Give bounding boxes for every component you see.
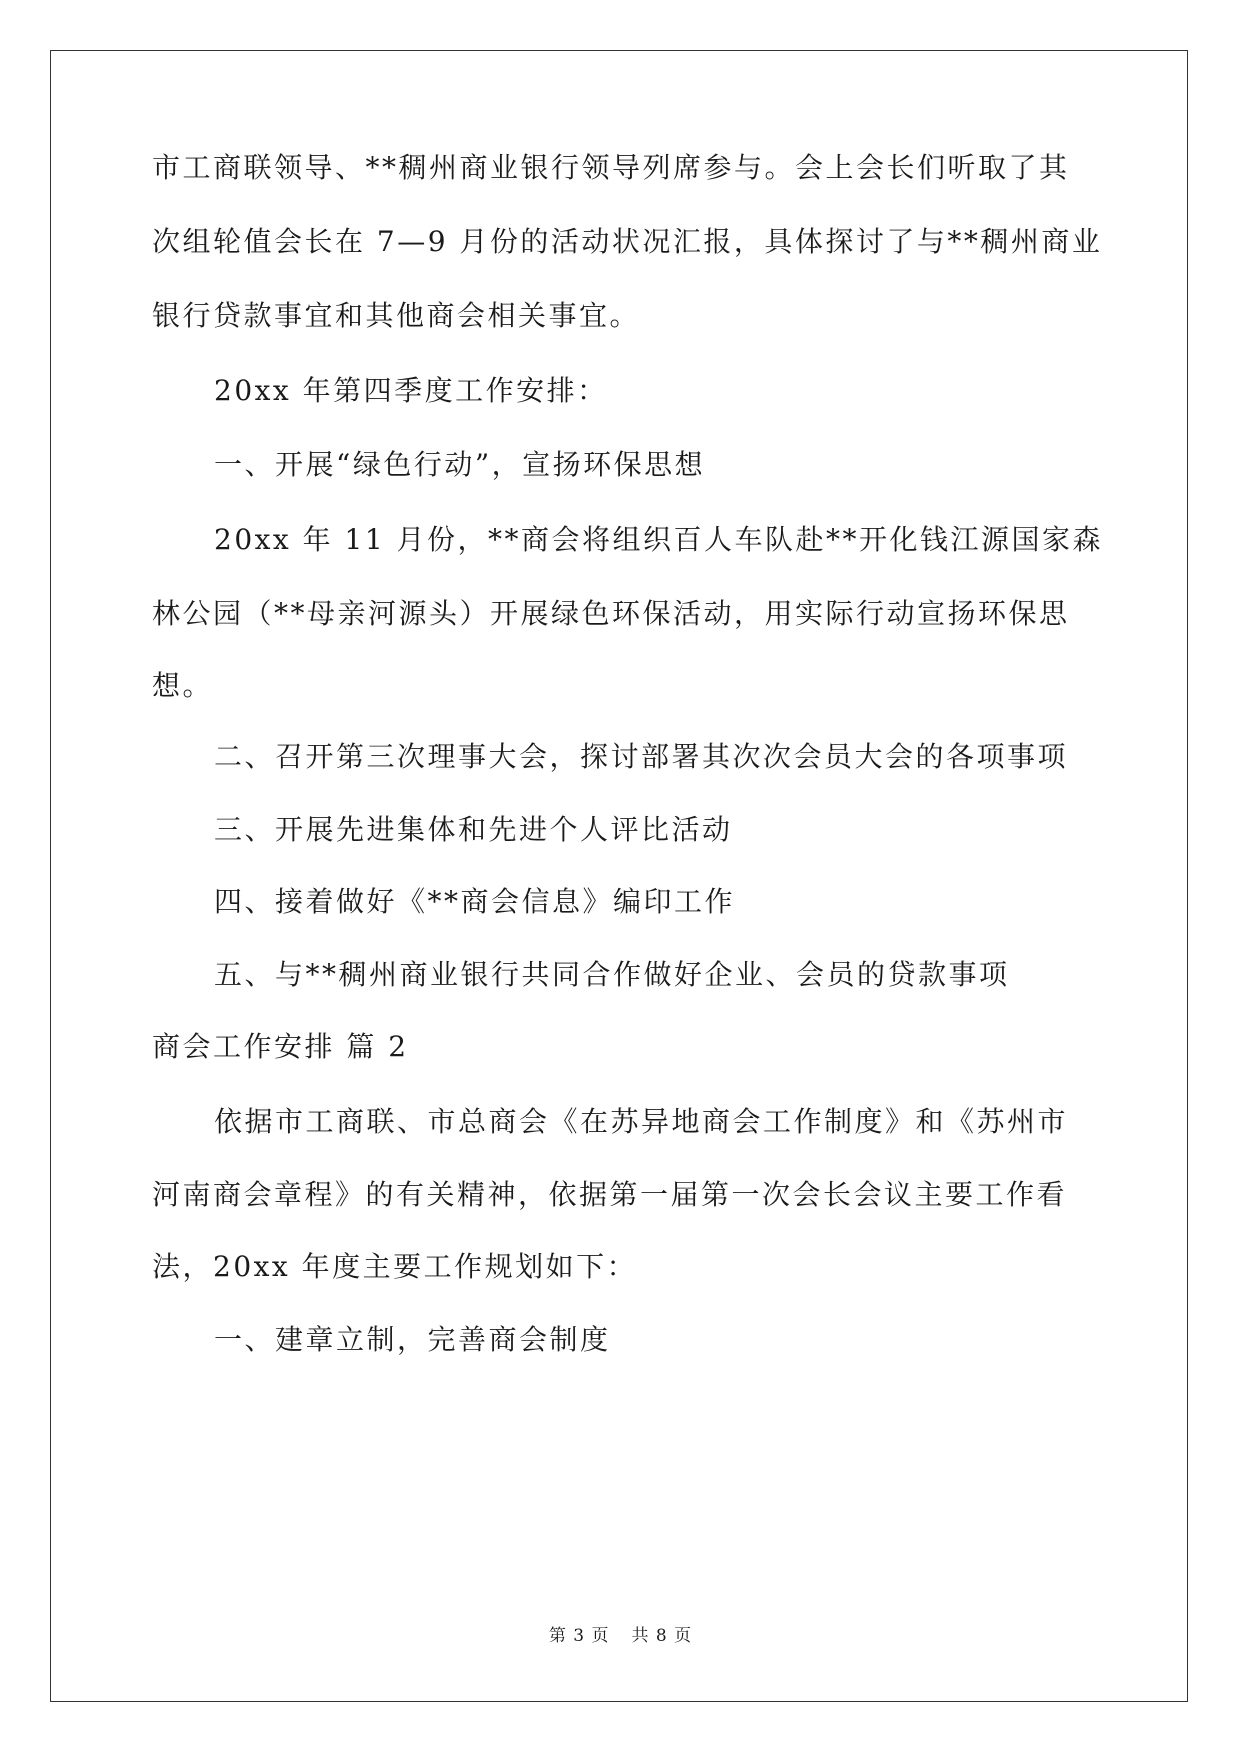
- list-item: 一、建章立制，完善商会制度: [214, 1323, 611, 1356]
- list-item: 三、开展先进集体和先进个人评比活动: [214, 813, 733, 846]
- list-item: 五、与**稠州商业银行共同合作做好企业、会员的贷款事项: [214, 958, 1010, 991]
- section-heading: 20xx 年第四季度工作安排：: [214, 374, 608, 407]
- page-footer: [0, 1624, 1241, 1648]
- text-line: 法，20xx 年度主要工作规划如下：: [152, 1250, 638, 1283]
- page-total: 共 8 页: [631, 1626, 693, 1646]
- text-line: 林公园（**母亲河源头）开展绿色环保活动，用实际行动宣扬环保思: [152, 597, 1070, 630]
- text-line: 20xx 年 11 月份，**商会将组织百人车队赴**开化钱江源国家森: [214, 523, 1104, 556]
- list-item: 二、召开第三次理事大会，探讨部署其次次会员大会的各项事项: [214, 740, 1069, 773]
- text-line: 想。: [152, 669, 214, 702]
- text-line: 银行贷款事宜和其他商会相关事宜。: [152, 299, 641, 332]
- section-title: 商会工作安排 篇 2: [152, 1030, 409, 1063]
- text-line: 依据市工商联、市总商会《在苏异地商会工作制度》和《苏州市: [214, 1105, 1069, 1138]
- text-line: 河南商会章程》的有关精神，依据第一届第一次会长会议主要工作看: [152, 1178, 1068, 1211]
- list-item: 一、开展“绿色行动”，宣扬环保思想: [214, 448, 706, 481]
- list-item: 四、接着做好《**商会信息》编印工作: [214, 885, 736, 918]
- text-line: 次组轮值会长在 7—9 月份的活动状况汇报，具体探讨了与**稠州商业: [152, 225, 1103, 258]
- text-line: 市工商联领导、**稠州商业银行领导列席参与。会上会长们听取了其: [152, 151, 1070, 184]
- page-number: 第 3 页: [548, 1626, 610, 1646]
